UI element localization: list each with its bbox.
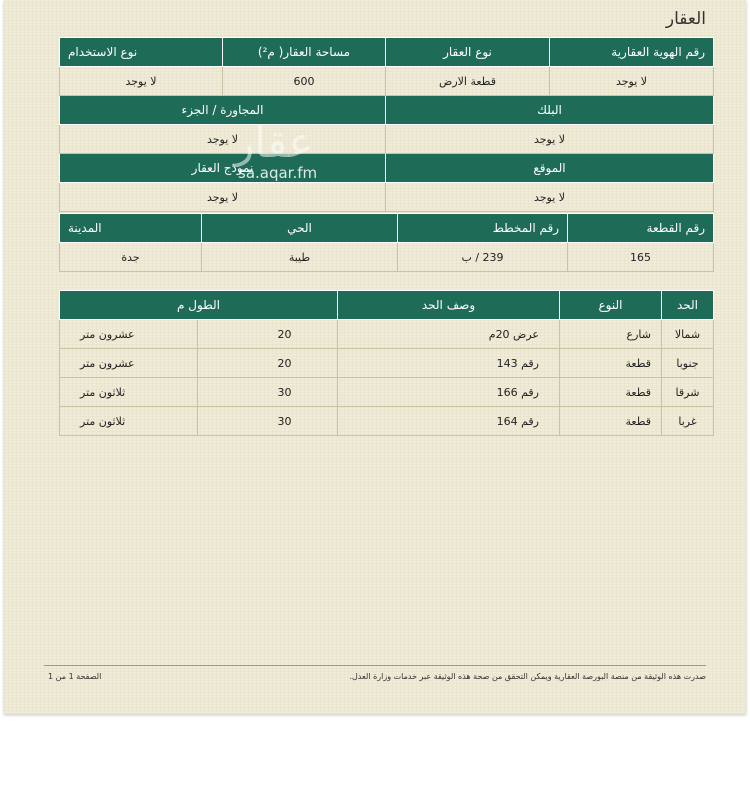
value-block: لا يوجد — [386, 125, 714, 154]
header-neighborhood-part: المجاورة / الجزء — [60, 96, 386, 125]
footer-divider — [44, 665, 706, 666]
value-district: طيبة — [202, 243, 398, 272]
watermark-url: sa.aqar.fm — [238, 164, 318, 182]
boundary-description: رقم 166 — [338, 378, 560, 407]
page-number: الصفحة 1 من 1 — [48, 672, 102, 681]
value-property-id: لا يوجد — [550, 67, 714, 96]
boundary-length-words: ثلاثون متر — [60, 378, 198, 407]
header-usage-type: نوع الاستخدام — [60, 38, 223, 67]
table-row — [60, 320, 714, 349]
table-row — [60, 349, 714, 378]
value-plot-number: 165 — [568, 243, 714, 272]
value-property-area: 600 — [223, 67, 386, 96]
header-boundary-description: وصف الحد — [338, 291, 560, 320]
plot-info-table — [59, 213, 714, 272]
boundary-side: شرقا — [662, 378, 714, 407]
header-city: المدينة — [60, 214, 202, 243]
value-neighborhood-part: لا يوجد — [60, 125, 386, 154]
block-header-row — [60, 96, 714, 125]
watermark-logo: عقار — [234, 118, 314, 167]
header-boundary-type: النوع — [560, 291, 662, 320]
value-property-type: قطعة الارض — [386, 67, 550, 96]
plot-header-row — [60, 214, 714, 243]
header-boundary-side: الحد — [662, 291, 714, 320]
header-property-model: نموذج العقار — [60, 154, 386, 183]
header-block: البلك — [386, 96, 714, 125]
boundary-side: شمالا — [662, 320, 714, 349]
boundary-length-number: 20 — [198, 320, 338, 349]
boundary-side: غربا — [662, 407, 714, 436]
location-value-row — [60, 183, 714, 212]
value-property-model: لا يوجد — [60, 183, 386, 212]
value-city: جدة — [60, 243, 202, 272]
value-usage-type: لا يوجد — [60, 67, 223, 96]
header-property-area: مساحة العقار( م²) — [223, 38, 386, 67]
footer-note: صدرت هذه الوثيقة من منصة البورصة العقارية ويمكن التحقق من صحة هذه الوثيقة عبر خدمات وزارة العدل. — [349, 672, 706, 681]
table-row — [60, 378, 714, 407]
location-header-row — [60, 154, 714, 183]
block-value-row — [60, 125, 714, 154]
boundary-type: قطعة — [560, 378, 662, 407]
header-plan-number: رقم المخطط — [398, 214, 568, 243]
header-plot-number: رقم القطعة — [568, 214, 714, 243]
section-title: العقار — [665, 9, 706, 29]
boundary-description: رقم 143 — [338, 349, 560, 378]
property-info-table — [59, 37, 714, 212]
boundaries-header-row — [60, 291, 714, 320]
value-location: لا يوجد — [386, 183, 714, 212]
boundary-length-words: ثلاثون متر — [60, 407, 198, 436]
boundaries-table — [59, 290, 714, 436]
header-property-id: رقم الهوية العقارية — [550, 38, 714, 67]
plot-value-row — [60, 243, 714, 272]
property-header-row — [60, 38, 714, 67]
boundary-type: قطعة — [560, 407, 662, 436]
boundary-length-number: 30 — [198, 378, 338, 407]
boundary-length-words: عشرون متر — [60, 349, 198, 378]
value-plan-number: 239 / ب — [398, 243, 568, 272]
table-row — [60, 407, 714, 436]
header-boundary-length: الطول م — [60, 291, 338, 320]
header-property-type: نوع العقار — [386, 38, 550, 67]
boundary-length-number: 30 — [198, 407, 338, 436]
boundary-description: رقم 164 — [338, 407, 560, 436]
boundary-description: عرض 20م — [338, 320, 560, 349]
boundary-side: جنوبا — [662, 349, 714, 378]
property-value-row — [60, 67, 714, 96]
boundary-length-number: 20 — [198, 349, 338, 378]
header-district: الحي — [202, 214, 398, 243]
document-page — [4, 0, 746, 714]
boundary-type: شارع — [560, 320, 662, 349]
header-location: الموقع — [386, 154, 714, 183]
boundary-type: قطعة — [560, 349, 662, 378]
boundary-length-words: عشرون متر — [60, 320, 198, 349]
